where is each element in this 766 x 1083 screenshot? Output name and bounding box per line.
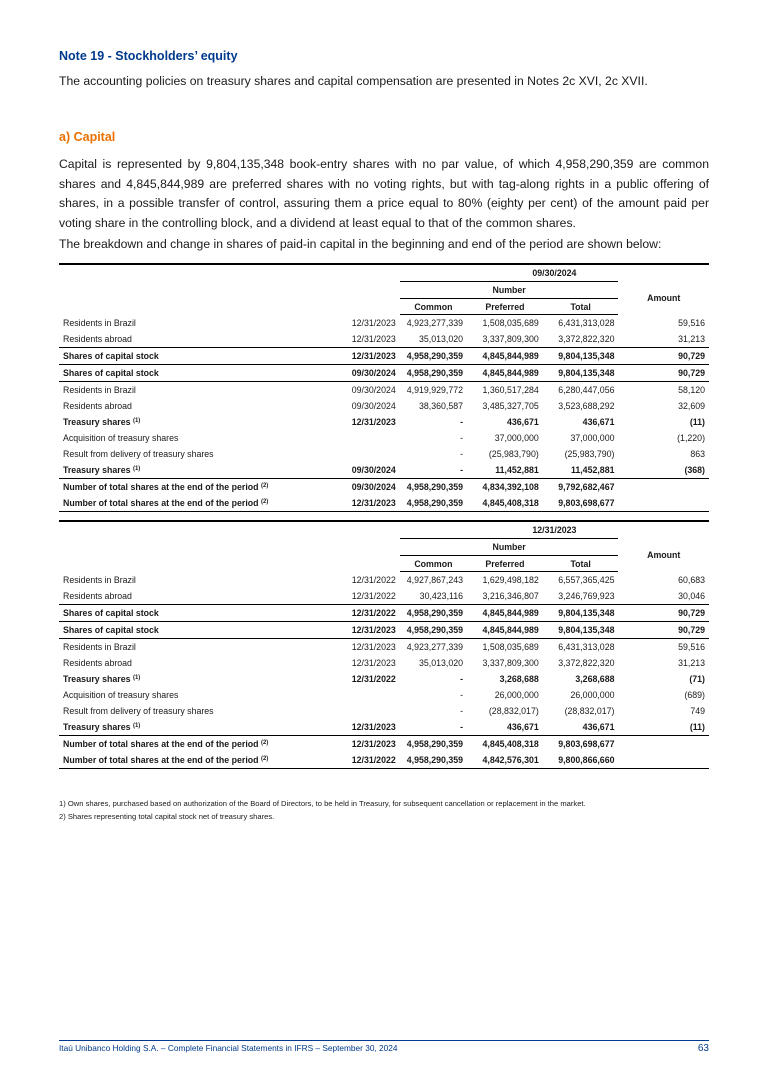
table-row	[59, 655, 709, 671]
cell-amount: 31,213	[678, 334, 705, 344]
cell-preferred: 4,845,408,318	[467, 495, 543, 512]
cell-amount: (1,220)	[677, 433, 705, 443]
footnote-1: 1) Own shares, purchased based on authorization of the Board of Directors, to be held in Treasury, for subsequent cancellation or replacement in the market.	[59, 799, 586, 808]
cell-date	[339, 446, 400, 462]
row-label: Residents abroad	[63, 401, 132, 411]
cell-date	[339, 703, 400, 719]
cell-common: 4,923,277,339	[406, 318, 464, 328]
cell-total: 6,557,365,425	[558, 575, 615, 585]
footnote-ref: (2)	[260, 483, 269, 489]
cell-amount: 90,729	[618, 605, 709, 622]
amount-header: Amount	[647, 550, 681, 560]
table-row	[59, 446, 709, 462]
cell-common: 4,923,277,339	[400, 639, 467, 656]
cell-total: 3,246,769,923	[558, 591, 615, 601]
cell-common: 4,958,290,359	[406, 482, 464, 492]
cell-total: 9,804,135,348	[543, 348, 619, 365]
row-label: Acquisition of treasury shares	[63, 690, 179, 700]
table-row	[59, 479, 709, 496]
table-row	[59, 365, 709, 382]
cell-date: 12/31/2023	[351, 334, 396, 344]
table-row	[59, 719, 709, 736]
cell-preferred: 26,000,000	[494, 690, 539, 700]
cell-date: 12/31/2022	[339, 752, 400, 769]
footnote-ref: (2)	[260, 499, 269, 505]
column-header-row	[59, 556, 709, 572]
cell-common: -	[460, 433, 464, 443]
cell-amount: 60,683	[678, 574, 705, 585]
cell-total: (25,983,790)	[564, 449, 615, 459]
cell-preferred: 4,834,392,108	[482, 482, 539, 492]
cell-preferred: 4,845,408,318	[482, 739, 539, 749]
table-body	[59, 572, 709, 769]
row-label: Acquisition of treasury shares	[63, 433, 179, 443]
table-row	[59, 398, 709, 414]
table-row	[59, 622, 709, 639]
cell-total: 6,431,313,028	[558, 318, 615, 328]
row-label: Shares of capital stock	[59, 622, 339, 639]
table-row	[59, 703, 709, 719]
cell-common: -	[460, 674, 464, 684]
cell-amount: (71)	[689, 674, 705, 684]
cell-preferred: 37,000,000	[494, 433, 539, 443]
cell-total: 9,792,682,467	[558, 482, 615, 492]
cell-common: -	[400, 719, 467, 736]
cell-date: 12/31/2023	[339, 639, 400, 656]
cell-total: 9,804,135,348	[543, 605, 619, 622]
row-label: Residents abroad	[63, 591, 132, 601]
cell-common: 35,013,020	[419, 334, 464, 344]
cell-amount: 90,729	[618, 365, 709, 382]
cell-common: 4,958,290,359	[400, 348, 467, 365]
row-label: Residents in Brazil	[63, 574, 136, 585]
row-label: Shares of capital stock	[59, 348, 339, 365]
cell-amount: 59,516	[618, 639, 709, 656]
cell-preferred: 1,629,498,182	[482, 575, 539, 585]
row-label: Shares of capital stock	[59, 365, 339, 382]
common-header: Common	[400, 556, 467, 572]
amount-header: Amount	[647, 293, 681, 303]
cell-total: 9,804,135,348	[543, 365, 619, 382]
cell-total: 3,268,688	[575, 674, 615, 684]
cell-amount	[618, 495, 709, 512]
cell-preferred: 436,671	[506, 417, 539, 427]
cell-preferred: 3,337,809,300	[482, 658, 539, 668]
cell-total: 3,523,688,292	[558, 401, 615, 411]
cell-preferred: 1,360,517,284	[467, 382, 543, 399]
footnote-ref: (1)	[132, 675, 141, 681]
cell-common: 4,958,290,359	[400, 605, 467, 622]
number-header-row	[59, 282, 709, 299]
cell-date: 12/31/2023	[351, 739, 396, 749]
cell-common: 4,958,290,359	[400, 495, 467, 512]
footer-divider	[59, 1040, 709, 1041]
cell-common: -	[460, 449, 464, 459]
row-label: Result from delivery of treasury shares	[63, 706, 214, 716]
cell-common: 4,927,867,243	[406, 575, 464, 585]
section-title: a) Capital	[59, 130, 116, 144]
cell-common: -	[460, 690, 464, 700]
table-row	[59, 495, 709, 512]
total-header: Total	[543, 299, 619, 315]
cell-common: 4,919,929,772	[400, 382, 467, 399]
cell-date: 12/31/2023	[339, 622, 400, 639]
cell-total: 3,372,822,320	[558, 334, 615, 344]
intro-text: The accounting policies on treasury shares and capital compensation are presented in Notes 2c XVI, 2c XVII.	[59, 74, 648, 88]
cell-date: 12/31/2023	[339, 495, 400, 512]
cell-total: 6,280,447,056	[543, 382, 619, 399]
footnotes	[59, 797, 586, 823]
cell-date: 09/30/2024	[339, 365, 400, 382]
table-row	[59, 752, 709, 769]
table-row	[59, 348, 709, 365]
table-body	[59, 315, 709, 512]
table-row	[59, 572, 709, 589]
period-label: 12/31/2023	[400, 521, 709, 539]
total-header: Total	[543, 556, 619, 572]
cell-preferred: 3,268,688	[499, 674, 539, 684]
page-number: 63	[697, 1043, 709, 1054]
cell-total: 9,803,698,677	[558, 739, 615, 749]
common-header: Common	[400, 299, 467, 315]
table-row	[59, 736, 709, 753]
footnote-ref: (1)	[132, 466, 141, 472]
row-label: Residents in Brazil	[59, 382, 339, 399]
table-row	[59, 605, 709, 622]
cell-total: 37,000,000	[570, 433, 615, 443]
footnote-ref: (2)	[260, 740, 269, 746]
period-label: 09/30/2024	[400, 264, 709, 282]
table-row	[59, 315, 709, 332]
cell-amount	[618, 736, 709, 753]
period-header-row	[59, 264, 709, 282]
cell-preferred: 4,845,844,989	[467, 365, 543, 382]
table-row	[59, 414, 709, 430]
row-label: Treasury shares $^{(1)}$	[59, 462, 339, 479]
row-label: Treasury shares $^{(1)}$	[63, 674, 141, 684]
cell-amount	[618, 752, 709, 769]
cell-common: 4,958,290,359	[400, 365, 467, 382]
capital-table-2024	[59, 263, 709, 512]
cell-total: 9,804,135,348	[543, 622, 619, 639]
table-row	[59, 331, 709, 348]
cell-date: 12/31/2022	[351, 591, 396, 601]
cell-date: 09/30/2024	[351, 482, 396, 492]
footnote-ref: (1)	[132, 723, 141, 729]
cell-date: 09/30/2024	[339, 382, 400, 399]
row-label: Treasury shares $^{(1)}$	[59, 719, 339, 736]
footnote-2: 2) Shares representing total capital stock net of treasury shares.	[59, 812, 275, 821]
cell-date: 12/31/2023	[351, 658, 396, 668]
table-row	[59, 462, 709, 479]
cell-amount: 31,213	[678, 658, 705, 668]
preferred-header: Preferred	[467, 299, 543, 315]
cell-total: 9,803,698,677	[543, 495, 619, 512]
cell-amount: (11)	[689, 417, 705, 427]
breakdown-text: The breakdown and change in shares of paid-in capital in the beginning and end of the period are shown below:	[59, 237, 662, 251]
number-header: Number	[400, 539, 619, 556]
period-header-row	[59, 521, 709, 539]
cell-date	[339, 687, 400, 703]
cell-total: 436,671	[543, 719, 619, 736]
cell-amount: (368)	[618, 462, 709, 479]
cell-common: -	[460, 706, 464, 716]
capital-table-2023	[59, 520, 709, 769]
cell-total: 3,372,822,320	[558, 658, 615, 668]
cell-date: 12/31/2022	[351, 574, 396, 585]
table-row	[59, 588, 709, 605]
cell-common: 35,013,020	[419, 658, 464, 668]
table-row	[59, 671, 709, 687]
cell-amount	[618, 479, 709, 496]
cell-common: 38,360,587	[419, 401, 464, 411]
cell-preferred: 4,842,576,301	[467, 752, 543, 769]
cell-preferred: 1,508,035,689	[482, 318, 539, 328]
cell-total: 436,671	[582, 417, 615, 427]
cell-common: 4,958,290,359	[400, 622, 467, 639]
cell-date: 09/30/2024	[339, 462, 400, 479]
cell-total: 9,800,866,660	[543, 752, 619, 769]
cell-preferred: 436,671	[467, 719, 543, 736]
cell-amount: (11)	[618, 719, 709, 736]
cell-amount: 30,046	[678, 591, 705, 601]
row-label: Residents abroad	[63, 334, 132, 344]
capital-paragraph: Capital is represented by 9,804,135,348 book-entry shares with no par value, of which 4,958,290,359 are common shares and 4,845,844,989 are preferred shares with no voting rights, but with tag-along rights in a public offering of shares, in a possible transfer of control, assuring them a price equal to 80% (eighty per cent) of the amount paid per voting share in the controlling block, and a dividend at least equal to that of the common shares.	[59, 157, 709, 230]
table-row	[59, 430, 709, 446]
cell-amount: 90,729	[618, 622, 709, 639]
cell-preferred: 3,216,346,807	[482, 591, 539, 601]
cell-preferred: 4,845,844,989	[467, 605, 543, 622]
cell-preferred: 3,337,809,300	[482, 334, 539, 344]
footnote-ref: (2)	[260, 756, 269, 762]
cell-amount: 749	[690, 706, 705, 716]
cell-amount: 90,729	[618, 348, 709, 365]
row-label: Number of total shares at the end of the period $^{(2)}$	[63, 482, 269, 492]
row-label: Shares of capital stock	[59, 605, 339, 622]
table-row	[59, 687, 709, 703]
number-header: Number	[400, 282, 619, 299]
number-header-row	[59, 539, 709, 556]
cell-preferred: 4,845,844,989	[467, 622, 543, 639]
cell-common: 30,423,116	[419, 591, 464, 601]
row-label: Residents in Brazil	[59, 639, 339, 656]
cell-date: 12/31/2023	[339, 719, 400, 736]
cell-date: 12/31/2023	[351, 417, 396, 427]
cell-preferred: (25,983,790)	[488, 449, 539, 459]
cell-total: 11,452,881	[543, 462, 619, 479]
cell-preferred: 11,452,881	[467, 462, 543, 479]
row-label: Residents in Brazil	[63, 317, 136, 328]
cell-preferred: 1,508,035,689	[467, 639, 543, 656]
preferred-header: Preferred	[467, 556, 543, 572]
cell-amount: 32,609	[678, 401, 705, 411]
row-label: Number of total shares at the end of the period $^{(2)}$	[63, 739, 269, 749]
cell-preferred: 4,845,844,989	[467, 348, 543, 365]
cell-preferred: (28,832,017)	[488, 706, 539, 716]
cell-date: 12/31/2023	[351, 317, 396, 328]
cell-date: 09/30/2024	[351, 401, 396, 411]
cell-common: -	[400, 462, 467, 479]
row-label: Residents abroad	[63, 658, 132, 668]
cell-common: 4,958,290,359	[406, 739, 464, 749]
cell-amount: 58,120	[618, 382, 709, 399]
cell-amount: 59,516	[678, 317, 705, 328]
footnote-ref: (1)	[132, 418, 141, 424]
cell-total: 26,000,000	[570, 690, 615, 700]
cell-date: 12/31/2022	[351, 674, 396, 684]
cell-preferred: 3,485,327,705	[482, 401, 539, 411]
footer-text: Itaú Unibanco Holding S.A. – Complete Financial Statements in IFRS – September 30, 2024	[59, 1043, 398, 1053]
cell-total: 6,431,313,028	[543, 639, 619, 656]
row-label: Result from delivery of treasury shares	[63, 449, 214, 459]
cell-date: 12/31/2023	[339, 348, 400, 365]
table-row	[59, 639, 709, 656]
table-row	[59, 382, 709, 399]
cell-common: -	[460, 417, 464, 427]
cell-date	[339, 430, 400, 446]
row-label: Treasury shares $^{(1)}$	[63, 417, 141, 427]
cell-common: 4,958,290,359	[400, 752, 467, 769]
cell-amount: 863	[690, 449, 705, 459]
cell-date: 12/31/2022	[339, 605, 400, 622]
cell-amount: (689)	[684, 690, 705, 700]
note-title: Note 19 - Stockholders’ equity	[59, 49, 238, 63]
column-header-row	[59, 299, 709, 315]
row-label: Number of total shares at the end of the period $^{(2)}$	[59, 752, 339, 769]
cell-total: (28,832,017)	[564, 706, 615, 716]
row-label: Number of total shares at the end of the period $^{(2)}$	[59, 495, 339, 512]
